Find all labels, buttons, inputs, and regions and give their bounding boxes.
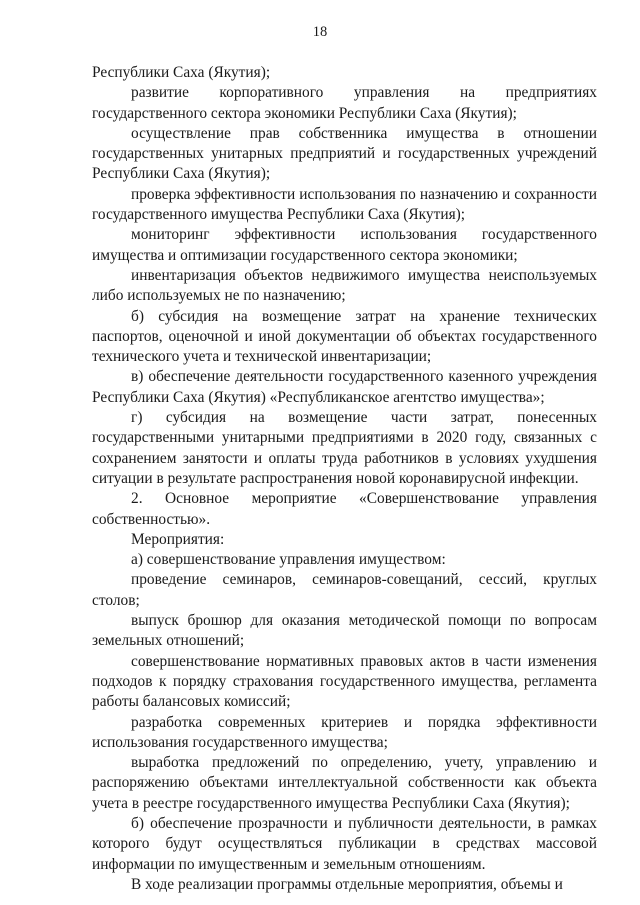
page-number: 18 <box>312 24 328 40</box>
paragraph: г) субсидия на возмещение части затрат, понесенных государственными унитарными предприятиями в 2020 году, связанных с сохранением занятости и оплаты труда работников в условиях ухудшения ситуации в результате распространения новой коронавирусной инфекции. <box>92 409 597 487</box>
document-body <box>92 63 597 895</box>
paragraph: инвентаризация объектов недвижимого имущества неиспользуемых либо используемых не по назначению; <box>92 266 597 305</box>
paragraph: осуществление прав собственника имущества в отношении государственных унитарных предприятий и государственных учреждений Республики Саха (Якутия); <box>92 124 597 183</box>
paragraph: мониторинг эффективности использования государственного имущества и оптимизации государственного сектора экономики; <box>92 226 597 264</box>
paragraph: б) обеспечение прозрачности и публичности деятельности, в рамках которого будут осуществляться публикации в средствах массовой информации по имущественным и земельным отношениям. <box>92 814 597 873</box>
paragraph: в) обеспечение деятельности государственного казенного учреждения Республики Саха (Якутия) «Республиканское агентство имущества»; <box>92 368 597 406</box>
paragraph: развитие корпоративного управления на предприятиях государственного сектора экономики Республики Саха (Якутия); <box>92 84 597 122</box>
paragraph: выработка предложений по определению, учету, управлению и распоряжению объектами интеллектуальной собственности как объекта учета в реестре государственного имущества Республики Саха (Якутия); <box>92 754 597 812</box>
paragraph: проверка эффективности использования по назначению и сохранности государственного имущества Республики Саха (Якутия); <box>92 185 597 224</box>
paragraph: выпуск брошюр для оказания методической помощи по вопросам земельных отношений; <box>92 612 597 650</box>
paragraph: 2. Основное мероприятие «Совершенствование управления собственностью». <box>92 490 597 528</box>
paragraph: а) совершенствование управления имуществом: <box>131 551 446 569</box>
paragraph: совершенствование нормативных правовых актов в части изменения подходов к порядку страхования государственного имущества, регламента работы балансовых комиссий; <box>92 652 597 711</box>
paragraph: б) субсидия на возмещение затрат на хранение технических паспортов, оценочной и иной документации об объектах государственного технического учета и технической инвентаризации; <box>92 307 597 366</box>
paragraph: Мероприятия: <box>131 530 225 548</box>
paragraph: В ходе реализации программы отдельные мероприятия, объемы и <box>131 875 563 893</box>
paragraph: проведение семинаров, семинаров-совещаний, сессий, круглых столов; <box>92 571 597 609</box>
paragraph: разработка современных критериев и порядка эффективности использования государственного имущества; <box>92 713 597 751</box>
paragraph: Республики Саха (Якутия); <box>92 64 271 81</box>
